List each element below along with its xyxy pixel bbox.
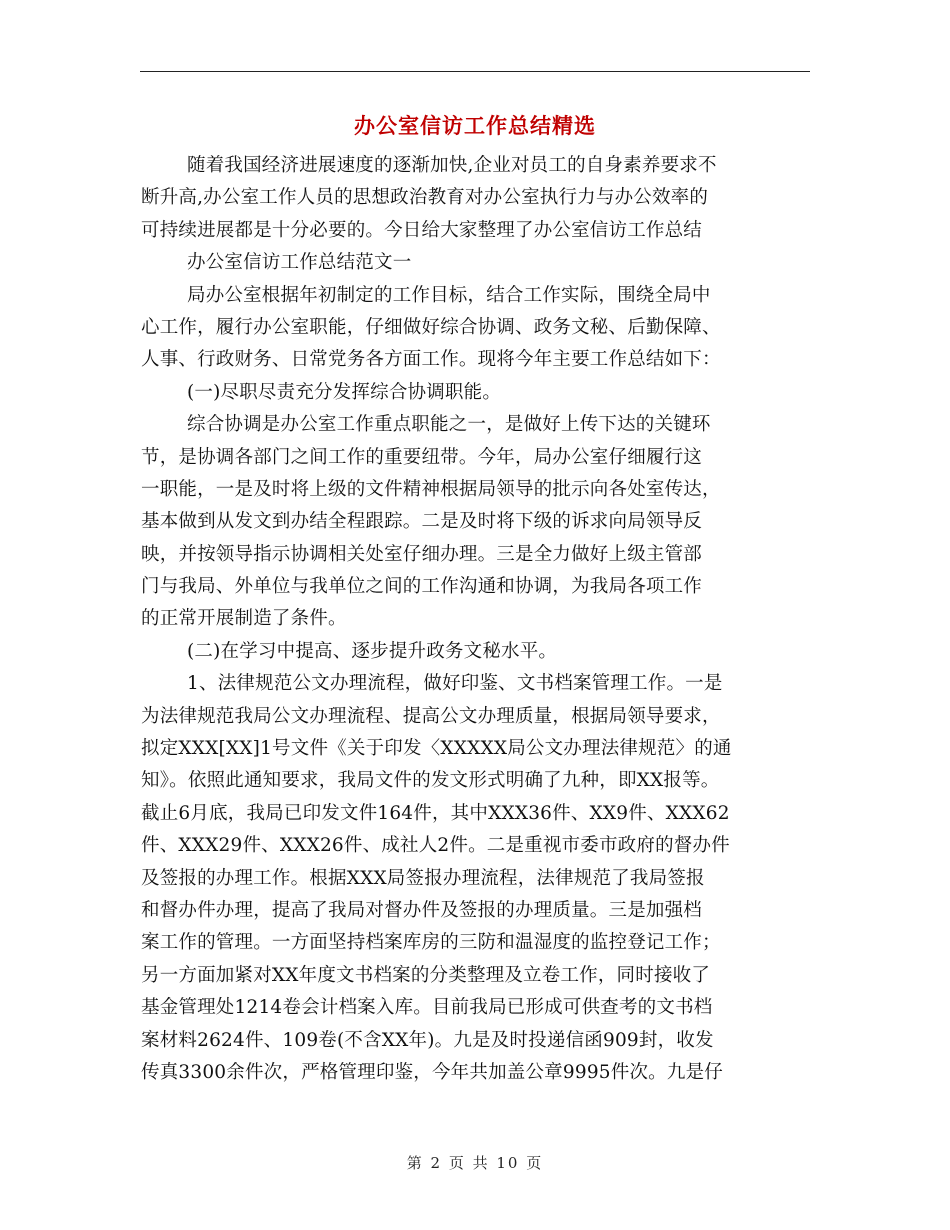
body-line: 件、XXX29件、XXX26件、成社人2件。二是重视市委市政府的督办件 [141,835,730,857]
body-line: 随着我国经济进展速度的逐渐加快,企业对员工的自身素养要求不 [187,155,717,176]
header-rule [140,71,810,72]
body-line: 映，并按领导指示协调相关处室仔细办理。三是全力做好上级主管部 [141,543,703,565]
body-line: 人事、行政财务、日常党务各方面工作。现将今年主要工作总结如下： [141,349,721,371]
body-line: 门与我局、外单位与我单位之间的工作沟通和协调，为我局各项工作 [141,576,703,598]
body-line: 心工作，履行办公室职能，仔细做好综合协调、政务文秘、后勤保障、 [141,316,721,338]
body-line: 节，是协调各部门之间工作的重要纽带。今年，局办公室仔细履行这 [141,446,703,468]
body-line: 为法律规范我局公文办理流程、提高公文办理质量，根据局领导要求， [141,705,721,727]
body-line: 案工作的管理。一方面坚持档案库房的三防和温湿度的监控登记工作； [141,932,721,954]
body-line: 传真3300余件次，严格管理印鉴，今年共加盖公章9995件次。九是仔 [141,1061,723,1083]
body-line: 基金管理处1214卷会计档案入库。目前我局已形成可供查考的文书档 [141,997,713,1019]
body-line: 知》。依照此通知要求，我局文件的发文形式明确了九种，即XX报等。 [141,770,720,792]
body-line: 可持续进展都是十分必要的。今日给大家整理了办公室信访工作总结 [141,219,703,241]
body-line: (二)在学习中提高、逐步提升政务文秘水平。 [187,640,558,662]
body-line: 综合协调是办公室工作重点职能之一，是做好上传下达的关键环 [187,414,711,436]
body-line: 拟定XXX[XX]1号文件《关于印发〈XXXXX局公文办理法律规范〉的通 [141,738,732,760]
body-line: 1、法律规范公文办理流程，做好印鉴、文书档案管理工作。一是 [187,673,723,695]
body-line: 案材料2624件、109卷(不含XX年)。九是及时投递信函909封，收发 [141,1029,714,1051]
page-number-footer: 第 2 页 共 10 页 [406,1154,544,1172]
body-line: 和督办件办理，提高了我局对督办件及签报的办理质量。三是加强档 [141,899,703,921]
body-line: 基本做到从发文到办结全程跟踪。二是及时将下级的诉求向局领导反 [141,511,703,533]
body-line: 另一方面加紧对XX年度文书档案的分类整理及立卷工作，同时接收了 [141,964,711,986]
body-line: 办公室信访工作总结范文一 [187,252,412,274]
body-line: 断升高,办公室工作人员的思想政治教育对办公室执行力与办公效率的 [141,187,709,209]
body-line: 及签报的办理工作。根据XXX局签报办理流程，法律规范了我局签报 [141,867,705,889]
document-body [141,150,813,1089]
body-line: 局办公室根据年初制定的工作目标，结合工作实际，围绕全局中 [187,284,711,306]
body-line: 截止6月底，我局已印发文件164件，其中XXX36件、XX9件、XXX62 [141,802,730,824]
document-title: 办公室信访工作总结精选 [354,114,596,138]
body-line: (一)尽职尽责充分发挥综合协调职能。 [187,381,502,403]
body-line: 的正常开展制造了条件。 [141,608,347,630]
body-line: 一职能，一是及时将上级的文件精神根据局领导的批示向各处室传达， [141,478,721,500]
